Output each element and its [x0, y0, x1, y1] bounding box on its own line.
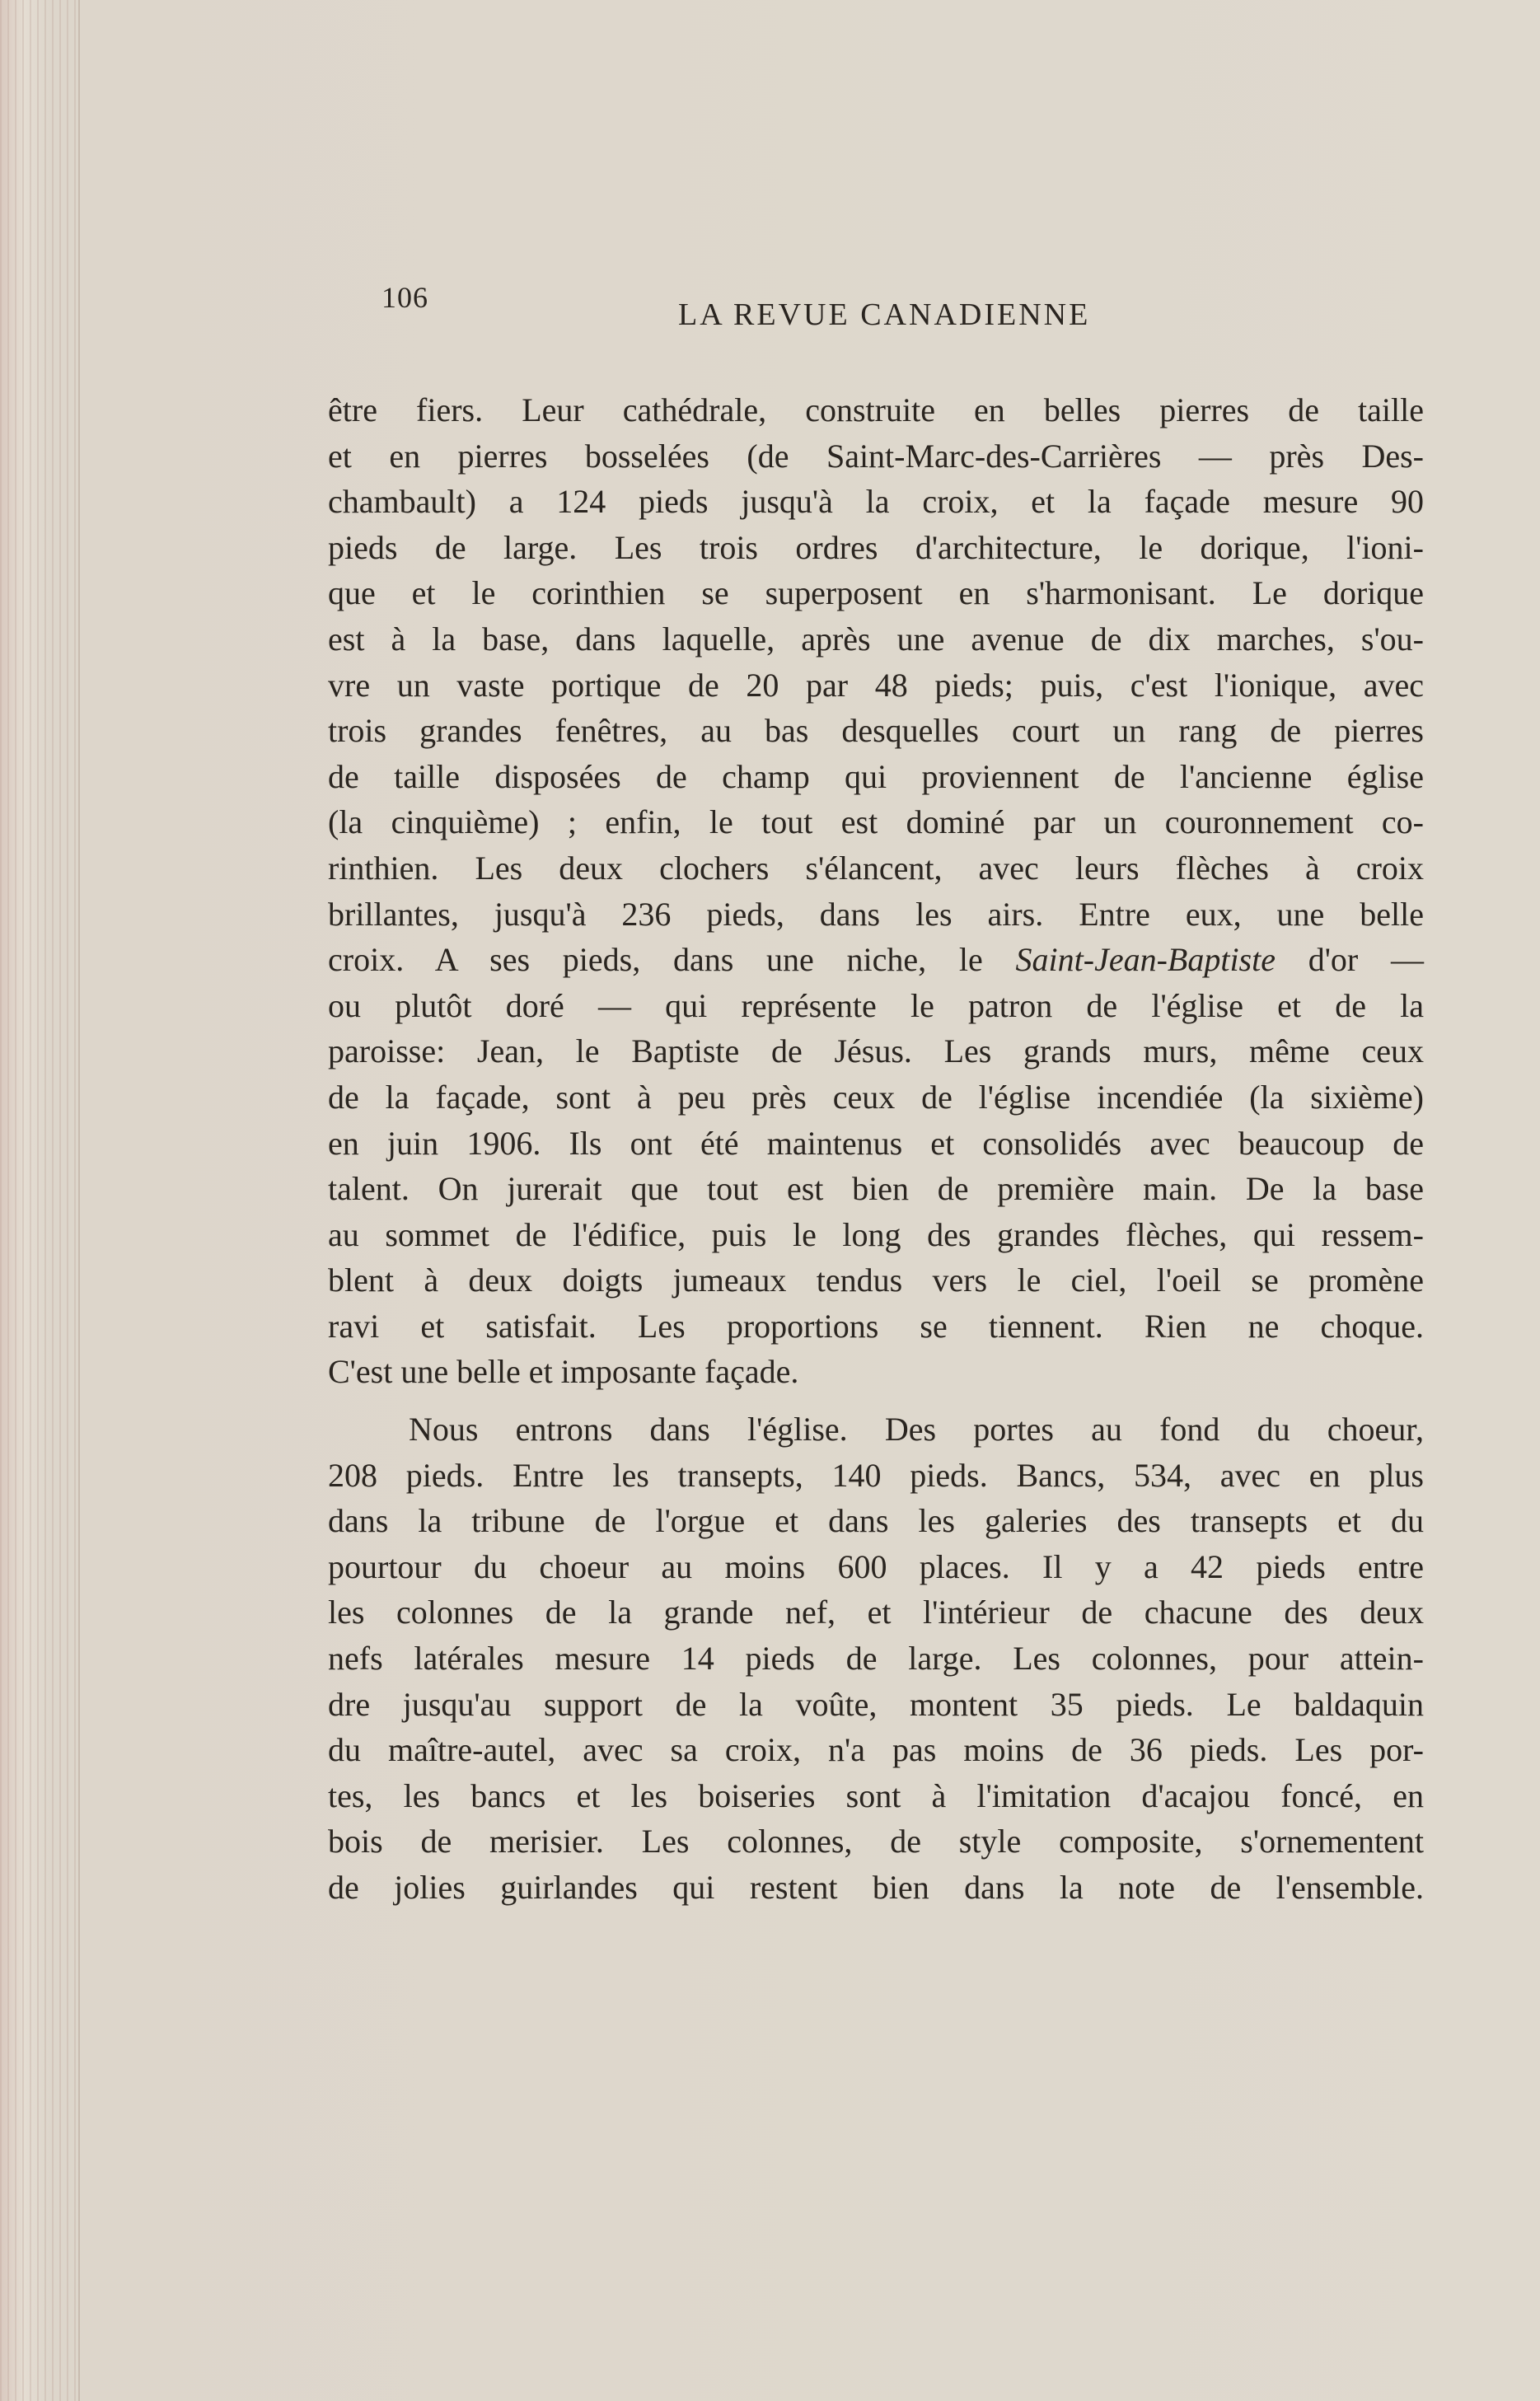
text-line: être fiers. Leur cathédrale, construite en belles pierres de taille	[328, 391, 1424, 428]
text-line: de jolies guirlandes qui restent bien dans la note de l'ensemble.	[328, 1869, 1424, 1906]
text-line: rinthien. Les deux clochers s'élancent, avec leurs flèches à croix	[328, 849, 1424, 887]
text-line: nefs latérales mesure 14 pieds de large. Les colonnes, pour attein-	[328, 1640, 1424, 1678]
text-line: au sommet de l'édifice, puis le long des grandes flèches, qui ressem-	[328, 1215, 1424, 1253]
text-line: brillantes, jusqu'à 236 pieds, dans les airs. Entre eux, une belle	[328, 895, 1424, 933]
text-line: paroisse: Jean, le Baptiste de Jésus. Les grands murs, même ceux	[328, 1032, 1424, 1070]
text-line: de taille disposées de champ qui proviennent de l'ancienne église	[328, 757, 1424, 795]
text-line: pourtour du choeur au moins 600 places. Il y a 42 pieds entre	[328, 1547, 1424, 1585]
text-line: talent. On jurerait que tout est bien de première main. De la base	[328, 1170, 1424, 1208]
page-stack-edge	[0, 0, 80, 2401]
text-line: chambault) a 124 pieds jusqu'à la croix, et la façade mesure 90	[328, 483, 1424, 521]
text-line: C'est une belle et imposante façade.	[328, 1353, 799, 1391]
text-line: en juin 1906. Ils ont été maintenus et consolidés avec beaucoup de	[328, 1124, 1424, 1162]
text-line: dre jusqu'au support de la voûte, montent 35 pieds. Le baldaquin	[328, 1685, 1424, 1723]
text-line: trois grandes fenêtres, au bas desquelles court un rang de pierres	[328, 712, 1424, 750]
text-line: 208 pieds. Entre les transepts, 140 pieds. Bancs, 534, avec en plus	[328, 1456, 1424, 1494]
text-line: que et le corinthien se superposent en s'harmonisant. Le dorique	[328, 574, 1424, 612]
text-line-with-italic	[328, 937, 1424, 983]
text-line: Nous entrons dans l'église. Des portes au fond du choeur,	[409, 1411, 1424, 1449]
text-line: est à la base, dans laquelle, après une avenue de dix marches, s'ou-	[328, 620, 1424, 658]
paragraph-2	[328, 1406, 1424, 1911]
text-line: tes, les bancs et les boiseries sont à l'imitation d'acajou foncé, en	[328, 1776, 1424, 1814]
body-text	[328, 387, 1424, 1911]
text-line: (la cinquième) ; enfin, le tout est dominé par un couronnement co-	[328, 803, 1424, 841]
text-line: vre un vaste portique de 20 par 48 pieds; puis, c'est l'ionique, avec	[328, 666, 1424, 704]
text-line: et en pierres bosselées (de Saint-Marc-des-Carrières — près Des-	[328, 437, 1424, 475]
running-title: LA REVUE CANADIENNE	[678, 297, 1091, 332]
page-number: 106	[381, 281, 428, 314]
paragraph-gap	[328, 1395, 1424, 1406]
text-line: pieds de large. Les trois ordres d'architecture, le dorique, l'ioni-	[328, 528, 1424, 566]
text-line: du maître-autel, avec sa croix, n'a pas moins de 36 pieds. Les por-	[328, 1731, 1424, 1769]
text-line: les colonnes de la grande nef, et l'intérieur de chacune des deux	[328, 1594, 1424, 1631]
text-line: ou plutôt doré — qui représente le patron de l'église et de la	[328, 986, 1424, 1024]
italic-title: Saint-Jean-Baptiste	[1015, 941, 1276, 979]
text-line: blent à deux doigts jumeaux tendus vers le ciel, l'oeil se promène	[328, 1261, 1424, 1299]
page-header	[381, 280, 1420, 338]
text-line: dans la tribune de l'orgue et dans les galeries des transepts et du	[328, 1502, 1424, 1540]
paragraph-1	[328, 387, 1424, 1395]
text-line: bois de merisier. Les colonnes, de style composite, s'ornementent	[328, 1823, 1424, 1860]
text-line: de la façade, sont à peu près ceux de l'église incendiée (la sixième)	[328, 1078, 1424, 1116]
text-segment: croix. A ses pieds, dans une niche, le	[328, 941, 1016, 979]
text-line: ravi et satisfait. Les proportions se tiennent. Rien ne choque.	[328, 1307, 1424, 1345]
text-segment: d'or —	[1275, 941, 1425, 979]
